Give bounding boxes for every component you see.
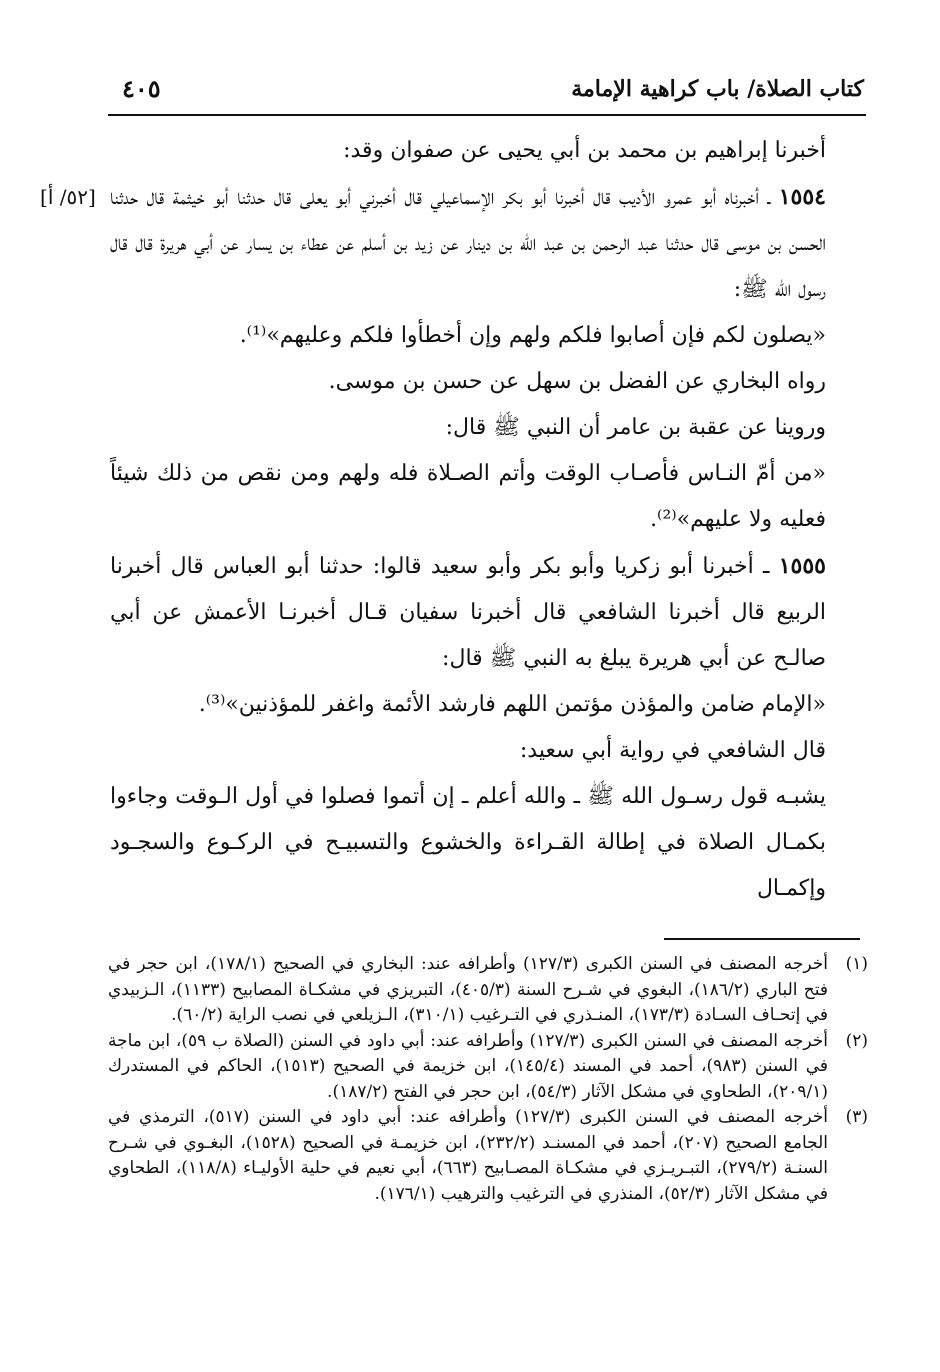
hadith-1554 — [40, 174, 866, 313]
footnote-separator — [664, 938, 860, 940]
footnote-label: (٢) — [845, 1030, 868, 1051]
paragraph: يشبـه قول رسـول الله ﷺ ـ والله أعلم ـ إن أتموا فصلوا في أول الـوقت وجاءوا بكمـال الصلاة في إطالة القـراءة والخشوع والتسبيـح في الركـوع والسجـود وإكمـال — [110, 784, 826, 901]
hadith-text: ـ أخبرنا أبو زكريا وأبو بكر وأبو سعيد قالوا: حدثنا أبو العباس قال أخبرنا الربيع قال أخبرنا الشافعي قال أخبرنا سفيان قـال أخبرنـا الأعمش عن أبي صالـح عن أبي هريرة يبلغ به النبي ﷺ قال: — [110, 554, 826, 671]
hadith-1555 — [110, 543, 866, 682]
chapter-title: كتاب الصلاة/ باب كراهية الإمامة — [571, 76, 864, 102]
hadith-text: ـ أخبرناه أبو عمرو الأديب قال أخبرنا أبو بكر الإسماعيلي قال أخبرني أبو يعلى قال حدثنا أبو خيثمة قال حدثنا الحسن بن موسى قال حدثنا عبد الرحمن بن عبد الله بن دينار عن زيد بن أسلم عن عطاء بن يسار عن أبي هريرة قال قال رسول الله ﷺ: — [110, 185, 826, 302]
footnote-text: أخرجه المصنف في السنن الكبرى (١٢٧/٣) وأطرافه عند: أبي داود في السنن (الصلاة ب ٥٩)، ابن ماجة في السنن (٩٨٣)، أحمد في المسند (١٤٥/٤)، ابن خزيمة في الصحيح (١٥١٣)، الحاكم في المستدرك (٢٠٩/١)، الطحاوي في مشكل الآثار (٥٤/٣)، ابن حجر في الفتح (١٨٧/٢). — [108, 1030, 828, 1102]
hadith-quote: «يصلون لكم فإن أصابوا فلكم ولهم وإن أخطأوا فلكم وعليهم»⁽¹⁾. — [239, 323, 826, 348]
hadith-quote: «من أمّ النـاس فأصـاب الوقت وأتم الصـلاة فله ولهم ومن نقص من ذلك شيئاً فعليه ولا عليهم»⁽²⁾. — [110, 461, 826, 532]
footnote-text: أخرجه المصنف في السنن الكبرى (١٢٧/٣) وأطرافه عند: البخاري في الصحيح (١٧٨/١)، ابن حجر في فتح الباري (١٨٦/٢)، البغوي في شـرح السنة (٤٠٥/٣)، التبريزي في مشكـاة المصابيح (١١٣٣)، الـزبيدي في إتحـاف السـادة (١٧٣/٣)، المنـذري في التـرغيب (٣١٠/١)، الـزيلعي في نصب الراية (٦٠/٢). — [108, 954, 828, 1025]
manuscript-folio-note: [٥٢/ أ] — [40, 185, 96, 209]
running-header — [108, 70, 866, 116]
footnotes — [108, 952, 868, 1207]
paragraph: قال الشافعي في رواية أبي سعيد: — [519, 738, 826, 763]
paragraph: رواه البخاري عن الفضل بن سهل عن حسن بن موسى. — [328, 369, 826, 394]
footnote — [108, 1029, 868, 1106]
footnote — [108, 1105, 868, 1207]
paragraph: وروينا عن عقبة بن عامر أن النبي ﷺ قال: — [445, 415, 826, 440]
hadith-number: ١٥٥٤ — [778, 184, 826, 210]
footnote-label: (١) — [845, 954, 868, 974]
hadith-quote: «الإمام ضامن والمؤذن مؤتمن اللهم فارشد الأئمة واغفر للمؤذنين»⁽³⁾. — [198, 692, 826, 717]
main-text — [40, 128, 866, 912]
paragraph: أخبرنا إبراهيم بن محمد بن أبي يحيى عن صفوان وقد: — [343, 138, 826, 163]
page-number: ٤٠٥ — [122, 74, 161, 103]
footnote-text: أخرجه المصنف في السنن الكبرى (١٢٧/٣) وأطرافه عند: أبي داود في السنن (٥١٧)، الترمذي في الجامع الصحيح (٢٠٧)، أحمد في المسنـد (٢٣٢/٢)، ابن خزيمـة في الصحيح (١٥٢٨)، البغـوي في شـرح السنـة (٢٧٩/٢)، التبـريـزي في مشكـاة المصـابيح (٦٦٣)، أبي نعيم في حلية الأوليـاء (١١٨/٨)، الطحاوي في مشكل الآثار (٥٢/٣)، المنذري في الترغيب والترهيب (١٧٦/١). — [108, 1107, 828, 1204]
footnote-label: (٣) — [845, 1107, 868, 1127]
footnote — [108, 952, 868, 1029]
hadith-number: ١٥٥٥ — [778, 553, 826, 579]
